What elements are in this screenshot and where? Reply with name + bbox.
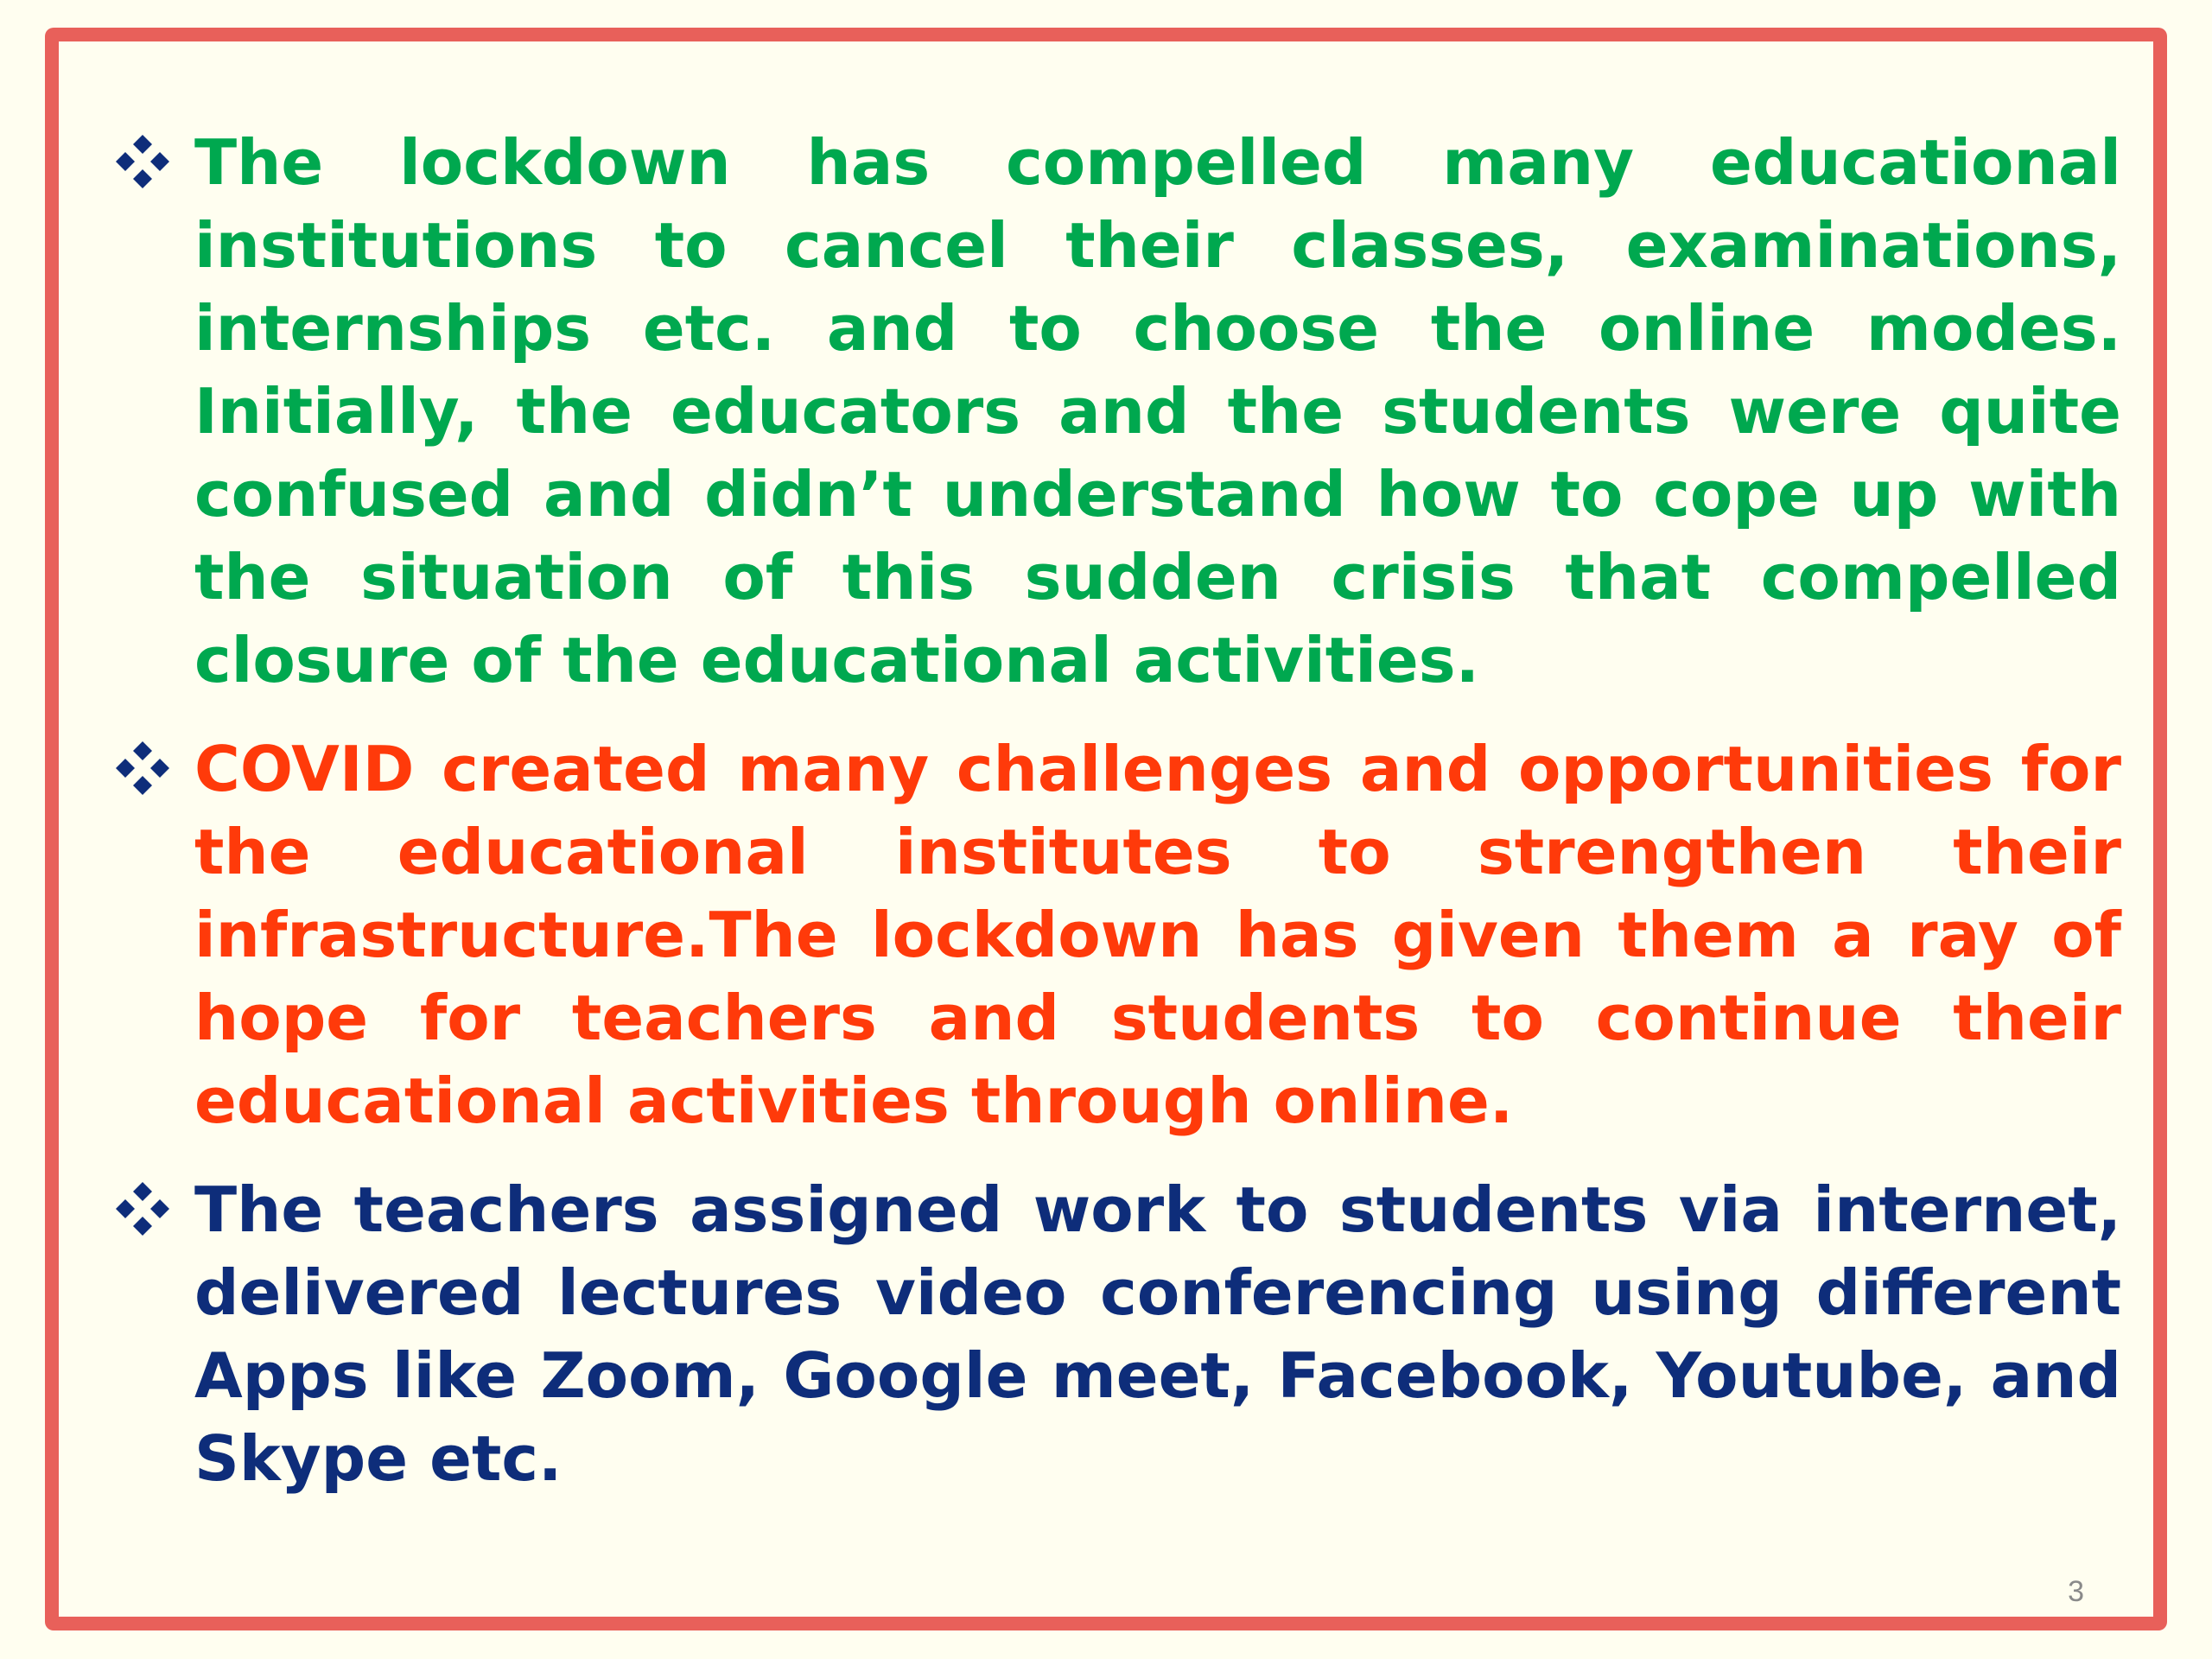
bullet-item-covid: [112, 728, 2121, 1142]
four-diamond-bullet-icon: [112, 131, 173, 192]
four-diamond-bullet-icon: [112, 738, 173, 798]
bullet-item-teachers: [112, 1168, 2121, 1500]
bullet-text: COVID created many challenges and opportunities for the educational institutes to strengthen their infrastructure.The lockdown has given them a ray of hope for teachers and students to continue their educational activities through online.: [194, 733, 2121, 1137]
bullet-text: The teachers assigned work to students via internet, delivered lectures video conferencing using different Apps like Zoom, Google meet, Facebook, Youtube, and Skype etc.: [194, 1173, 2121, 1495]
bullet-text: The lockdown has compelled many educational institutions to cancel their classes, examinations, internships etc. and to choose the online modes. Initially, the educators and the students were quite confused and didn’t understand how to cope up with the situation of this sudden crisis that compelled closure of the educational activities.: [194, 126, 2121, 696]
bullet-item-lockdown: [112, 121, 2121, 702]
bullet-list: [112, 121, 2121, 1526]
four-diamond-bullet-icon: [112, 1179, 173, 1239]
slide-number: 3: [2068, 1575, 2084, 1608]
